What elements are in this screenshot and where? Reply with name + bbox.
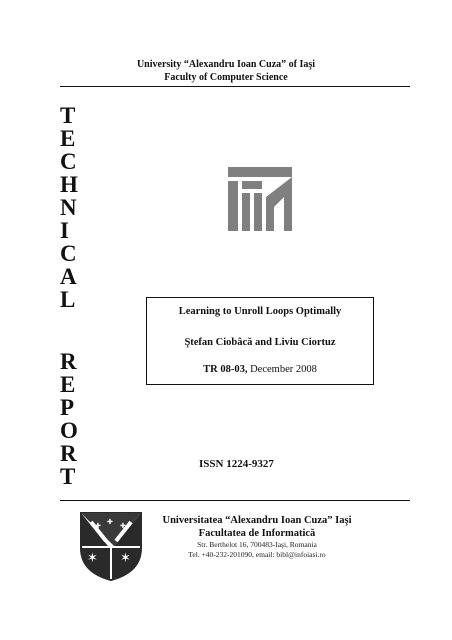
vertical-letter: T <box>60 103 76 128</box>
faculty-logo-icon <box>228 167 292 231</box>
university-header <box>0 58 452 84</box>
report-title: Learning to Unroll Loops Optimally <box>178 306 342 317</box>
vertical-letter: H <box>60 172 78 197</box>
vertical-letter: R <box>60 349 77 374</box>
svg-text:✶: ✶ <box>120 551 131 566</box>
report-number <box>147 364 373 375</box>
vertical-letter: A <box>60 264 77 289</box>
footer-street: Str. Berthelot 16, 700483-Iaşi, Romania <box>197 540 317 549</box>
svg-text:✶: ✶ <box>87 551 98 566</box>
vertical-letter: I <box>60 218 69 243</box>
footer-university: Universitatea “Alexandru Ioan Cuza” Iaşi <box>162 515 352 526</box>
vertical-letter: T <box>60 464 76 489</box>
svg-text:✚: ✚ <box>120 522 126 530</box>
footer-contact: Tel. +40-232-201090, email: bibl@infoiasi.ro <box>188 550 326 559</box>
vertical-letter: E <box>60 126 76 151</box>
report-authors: Ştefan Ciobâcă and Liviu Ciortuz <box>184 337 336 348</box>
tr-date: December 2008 <box>250 364 317 375</box>
faculty-name: Faculty of Computer Science <box>164 72 288 83</box>
vertical-letter: E <box>60 372 76 397</box>
vertical-letter: O <box>60 418 78 443</box>
vertical-letter: P <box>60 395 75 420</box>
footer-address <box>162 514 352 560</box>
report-info-box <box>146 297 374 385</box>
footer-faculty: Facultatea de Informatică <box>198 528 316 539</box>
issn: ISSN 1224-9327 <box>199 458 274 470</box>
svg-text:✚: ✚ <box>95 522 101 530</box>
university-name: University “Alexandru Ioan Cuza” of Iaşi <box>136 59 316 70</box>
top-rule <box>60 86 410 87</box>
svg-text:✚: ✚ <box>107 518 113 526</box>
bottom-rule <box>60 500 410 501</box>
university-crest-icon <box>78 510 144 582</box>
vertical-letter: L <box>60 287 76 312</box>
vertical-letter: N <box>60 195 77 220</box>
vertical-letter: R <box>60 441 77 466</box>
vertical-letter: C <box>60 241 77 266</box>
vertical-letter: C <box>60 149 77 174</box>
tr-number: TR 08-03, <box>203 364 248 375</box>
